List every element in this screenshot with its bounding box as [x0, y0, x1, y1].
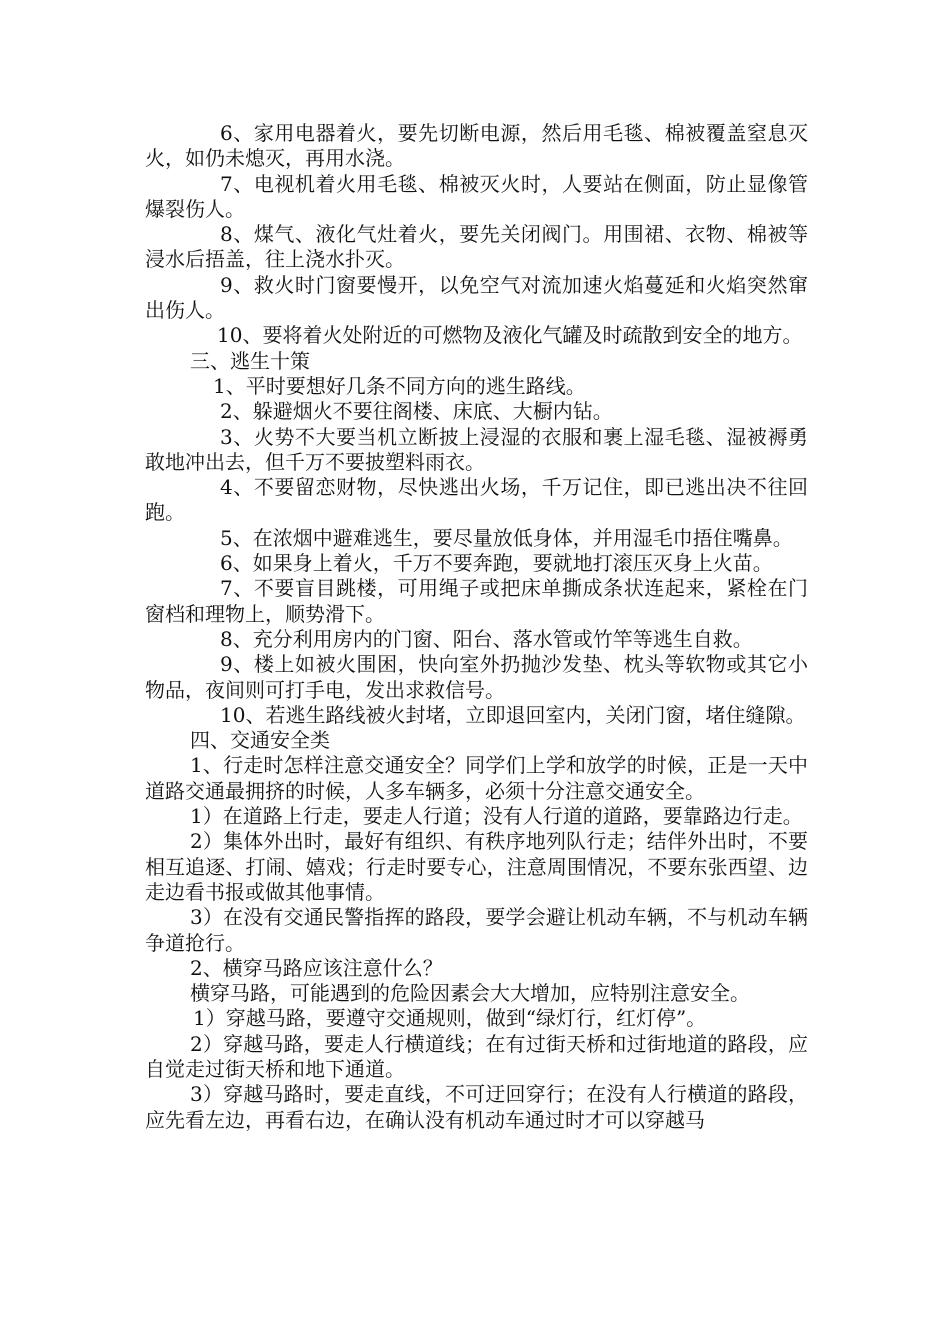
paragraph-fire-tip-6: 6、家用电器着火，要先切断电源，然后用毛毯、棉被覆盖窒息灭火，如仍未熄灭，再用水浇。: [145, 121, 808, 171]
paragraph-traffic-question-2: 2、横穿马路应该注意什么？: [190, 955, 443, 980]
paragraph-escape-tip-8: 8、充分利用房内的门窗、阳台、落水管或竹竿等逃生自救。: [220, 626, 753, 651]
paragraph-traffic-item-2-1: 1）穿越马路，要遵守交通规则，做到“绿灯行，红灯停”。: [193, 1006, 707, 1031]
paragraph-traffic-item-2-3: 3）穿越马路时，要走直线，不可迂回穿行；在没有人行横道的路段，应先看左边，再看右边，在确认没有机动车通过时才可以穿越马: [145, 1082, 808, 1132]
paragraph-escape-tip-6: 6、如果身上着火，千万不要奔跑，要就地打滚压灭身上火苗。: [220, 551, 773, 576]
paragraph-traffic-item-2-2: 2）穿越马路，要走人行横道线；在有过街天桥和过街地道的路段，应自觉走过街天桥和地下通道。: [145, 1031, 808, 1081]
paragraph-escape-tip-9: 9、楼上如被火围困，快向室外扔抛沙发垫、枕头等软物或其它小物品，夜间则可打手电，发出求救信号。: [145, 652, 808, 702]
section-heading-traffic: 四、交通安全类: [190, 728, 330, 753]
paragraph-escape-tip-10: 10、若逃生路线被火封堵，立即退回室内，关闭门窗，堵住缝隙。: [220, 702, 806, 727]
section-heading-escape: 三、逃生十策: [190, 348, 310, 373]
paragraph-fire-tip-9: 9、救火时门窗要慢开，以免空气对流加速火焰蔓延和火焰突然窜出伤人。: [145, 272, 808, 323]
paragraph-escape-tip-2: 2、躲避烟火不要往阁楼、床底、大橱内钻。: [220, 399, 613, 424]
paragraph-fire-tip-7: 7、电视机着火用毛毯、棉被灭火时，人要站在侧面，防止显像管爆裂伤人。: [145, 171, 808, 221]
paragraph-escape-tip-3: 3、火势不大要当机立断披上浸湿的衣服和裹上湿毛毯、湿被褥勇敢地冲出去，但千万不要披塑料雨衣。: [145, 424, 808, 474]
paragraph-escape-tip-7: 7、不要盲目跳楼，可用绳子或把床单撕成条状连起来，紧栓在门窗档和理物上，顺势滑下。: [145, 576, 808, 626]
paragraph-traffic-intro-2: 横穿马路，可能遇到的危险因素会大大增加，应特别注意安全。: [190, 981, 750, 1006]
paragraph-traffic-item-1-2: 2）集体外出时，最好有组织、有秩序地列队行走；结伴外出时，不要相互追逐、打闹、嬉戏；行走时要专心，注意周围情况，不要东张西望、边走边看书报或做其他事情。: [145, 829, 808, 904]
document-page: [145, 121, 808, 1133]
paragraph-escape-tip-1: 1、平时要想好几条不同方向的逃生路线。: [213, 373, 586, 398]
paragraph-traffic-item-1-3: 3）在没有交通民警指挥的路段，要学会避让机动车辆，不与机动车辆争道抢行。: [145, 905, 808, 955]
paragraph-escape-tip-4: 4、不要留恋财物，尽快逃出火场，千万记住，即已逃出决不往回跑。: [145, 475, 808, 525]
paragraph-fire-tip-8: 8、煤气、液化气灶着火，要先关闭阀门。用围裙、衣物、棉被等浸水后捂盖，往上浇水扑灭。: [145, 222, 808, 272]
paragraph-escape-tip-5: 5、在浓烟中避难逃生，要尽量放低身体，并用湿毛巾捂住嘴鼻。: [220, 525, 793, 550]
paragraph-fire-tip-10: 10、要将着火处附近的可燃物及液化气罐及时疏散到安全的地方。: [217, 323, 803, 348]
paragraph-traffic-item-1-1: 1）在道路上行走，要走人行道；没有人行道的道路，要靠路边行走。: [190, 804, 803, 829]
paragraph-traffic-question-1: 1、行走时怎样注意交通安全？同学们上学和放学的时候，正是一天中道路交通最拥挤的时候，人多车辆多，必须十分注意交通安全。: [145, 753, 808, 803]
